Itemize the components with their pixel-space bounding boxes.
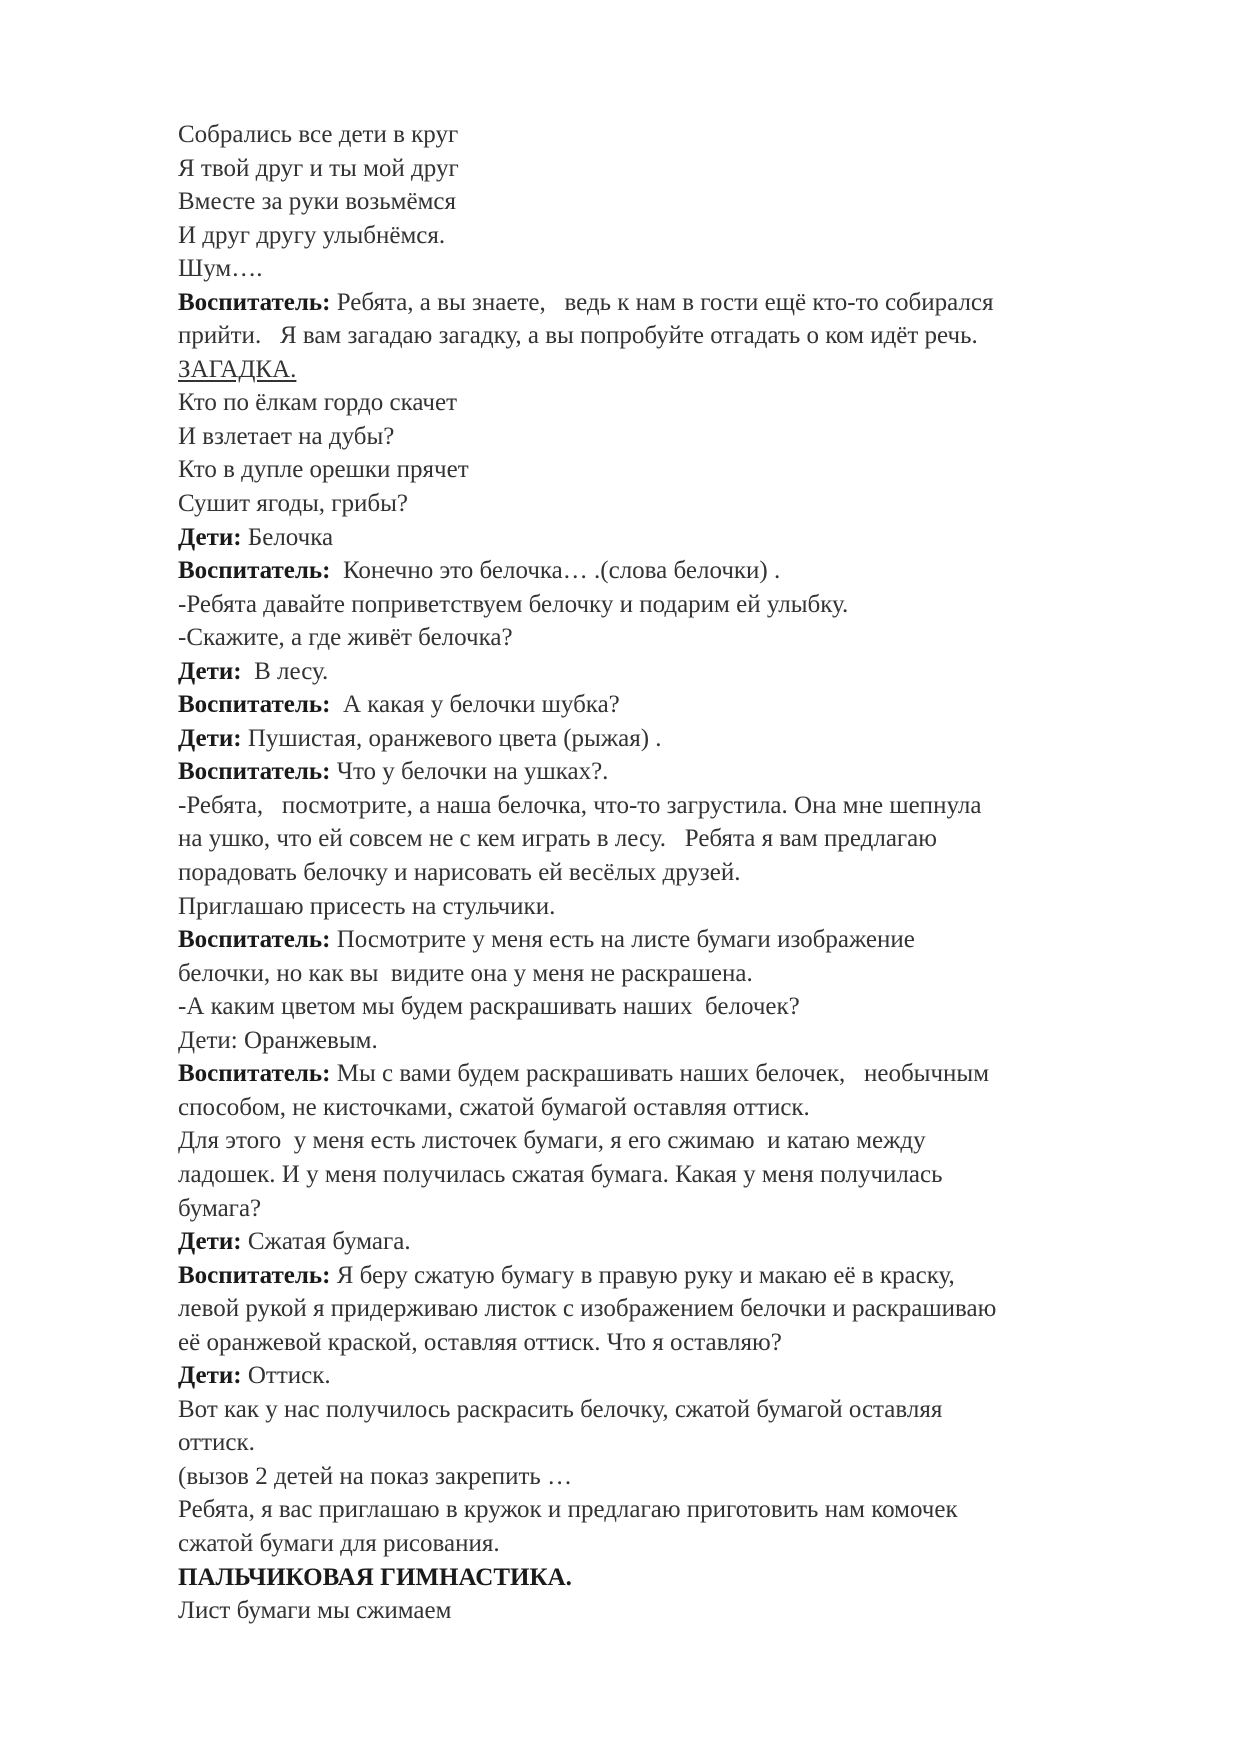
text-line: сжатой бумаги для рисования. (178, 1529, 500, 1557)
speaker-label: Дети: (178, 523, 242, 551)
text-line: Ребята, я вас приглашаю в кружок и предлагаю приготовить нам комочек (178, 1496, 958, 1524)
text-line: -Ребята, посмотрите, а наша белочка, что-то загрустила. Она мне шепнула (178, 791, 982, 819)
dialogue-line (178, 655, 1158, 689)
speaker-label: Дети: (178, 657, 242, 685)
text-line: Приглашаю присесть на стульчики. (178, 892, 556, 920)
text-line: оттиск. (178, 1429, 255, 1457)
text-line: -А каким цветом мы будем раскрашивать наших белочек? (178, 993, 800, 1021)
dialogue-line (178, 286, 1158, 320)
text-line: Для этого у меня есть листочек бумаги, я его сжимаю и катаю между (178, 1127, 926, 1155)
text-line: бумага? (178, 1194, 262, 1222)
speaker-label: Воспитатель: (178, 1060, 331, 1088)
text-line: левой рукой я придерживаю листок с изображением белочки и раскрашиваю (178, 1295, 997, 1323)
speaker-label: Воспитатель: (178, 926, 331, 954)
dialogue-line (178, 1259, 1158, 1293)
text-line: И взлетает на дубы? (178, 422, 395, 450)
text-line: её оранжевой краской, оставляя оттиск. Что я оставляю? (178, 1328, 782, 1356)
dialogue-text: Посмотрите у меня есть на листе бумаги изображение (330, 926, 915, 954)
text-line: способом, не кисточками, сжатой бумагой оставляя оттиск. (178, 1093, 810, 1121)
text-line: Лист бумаги мы сжимаем (178, 1597, 452, 1625)
text-line: Шум…. (178, 255, 263, 283)
speaker-label: Дети: (178, 724, 242, 752)
speaker-label: Воспитатель: (178, 691, 331, 719)
dialogue-line (178, 923, 1158, 957)
section-title-text: ЗАГАДКА. (178, 355, 297, 383)
text-line: прийти. Я вам загадаю загадку, а вы попробуйте отгадать о ком идёт речь. (178, 322, 978, 350)
dialogue-text: В лесу. (241, 657, 329, 685)
dialogue-line (178, 1225, 1158, 1259)
dialogue-line (178, 554, 1158, 588)
dialogue-text: Ребята, а вы знаете, ведь к нам в гости ещё кто-то собирался (330, 288, 994, 316)
dialogue-text: Пушистая, оранжевого цвета (рыжая) . (241, 724, 662, 752)
dialogue-line (178, 755, 1158, 789)
speaker-label: Воспитатель: (178, 557, 331, 585)
text-line: Кто по ёлкам гордо скачет (178, 389, 458, 417)
dialogue-line (178, 1057, 1158, 1091)
dialogue-text: Сжатая бумага. (241, 1228, 411, 1256)
text-line: порадовать белочку и нарисовать ей весёлых друзей. (178, 859, 741, 887)
text-line: Дети: Оранжевым. (178, 1026, 378, 1054)
speaker-label: Дети: (178, 1228, 242, 1256)
dialogue-line (178, 722, 1158, 756)
speaker-label: Воспитатель: (178, 288, 331, 316)
text-line: -Скажите, а где живёт белочка? (178, 624, 513, 652)
text-line: Кто в дупле орешки прячет (178, 456, 469, 484)
text-line: Я твой друг и ты мой друг (178, 154, 459, 182)
dialogue-text: Белочка (241, 523, 334, 551)
dialogue-text: А какая у белочки шубка? (330, 691, 620, 719)
section-title-riddle (178, 353, 1158, 387)
dialogue-text: Что у белочки на ушках?. (330, 758, 609, 786)
dialogue-text: Я беру сжатую бумагу в правую руку и макаю её в краску, (330, 1261, 955, 1289)
text-line: Сушит ягоды, грибы? (178, 490, 409, 518)
dialogue-text: Оттиск. (241, 1362, 331, 1390)
text-line: (вызов 2 детей на показ закрепить … (178, 1462, 573, 1490)
dialogue-line (178, 521, 1158, 555)
text-line: Вместе за руки возьмёмся (178, 188, 456, 216)
speaker-label: Воспитатель: (178, 758, 331, 786)
text-line: -Ребята давайте поприветствуем белочку и подарим ей улыбку. (178, 590, 849, 618)
dialogue-line (178, 1359, 1158, 1393)
text-line: на ушко, что ей совсем не с кем играть в лесу. Ребята я вам предлагаю (178, 825, 937, 853)
dialogue-line (178, 688, 1158, 722)
dialogue-text: Мы с вами будем раскрашивать наших белочек, необычным (330, 1060, 990, 1088)
document-page (178, 118, 1158, 1628)
text-line: Собрались все дети в круг (178, 121, 459, 148)
speaker-label: Дети: (178, 1362, 242, 1390)
text-line: И друг другу улыбнёмся. (178, 221, 446, 249)
dialogue-text: Конечно это белочка… .(слова белочки) . (330, 557, 781, 585)
text-line: белочки, но как вы видите она у меня не раскрашена. (178, 959, 753, 987)
text-line: Вот как у нас получилось раскрасить белочку, сжатой бумагой оставляя (178, 1395, 943, 1423)
section-heading: ПАЛЬЧИКОВАЯ ГИМНАСТИКА. (178, 1563, 572, 1591)
text-line: ладошек. И у меня получилась сжатая бумага. Какая у меня получилась (178, 1160, 943, 1188)
speaker-label: Воспитатель: (178, 1261, 331, 1289)
